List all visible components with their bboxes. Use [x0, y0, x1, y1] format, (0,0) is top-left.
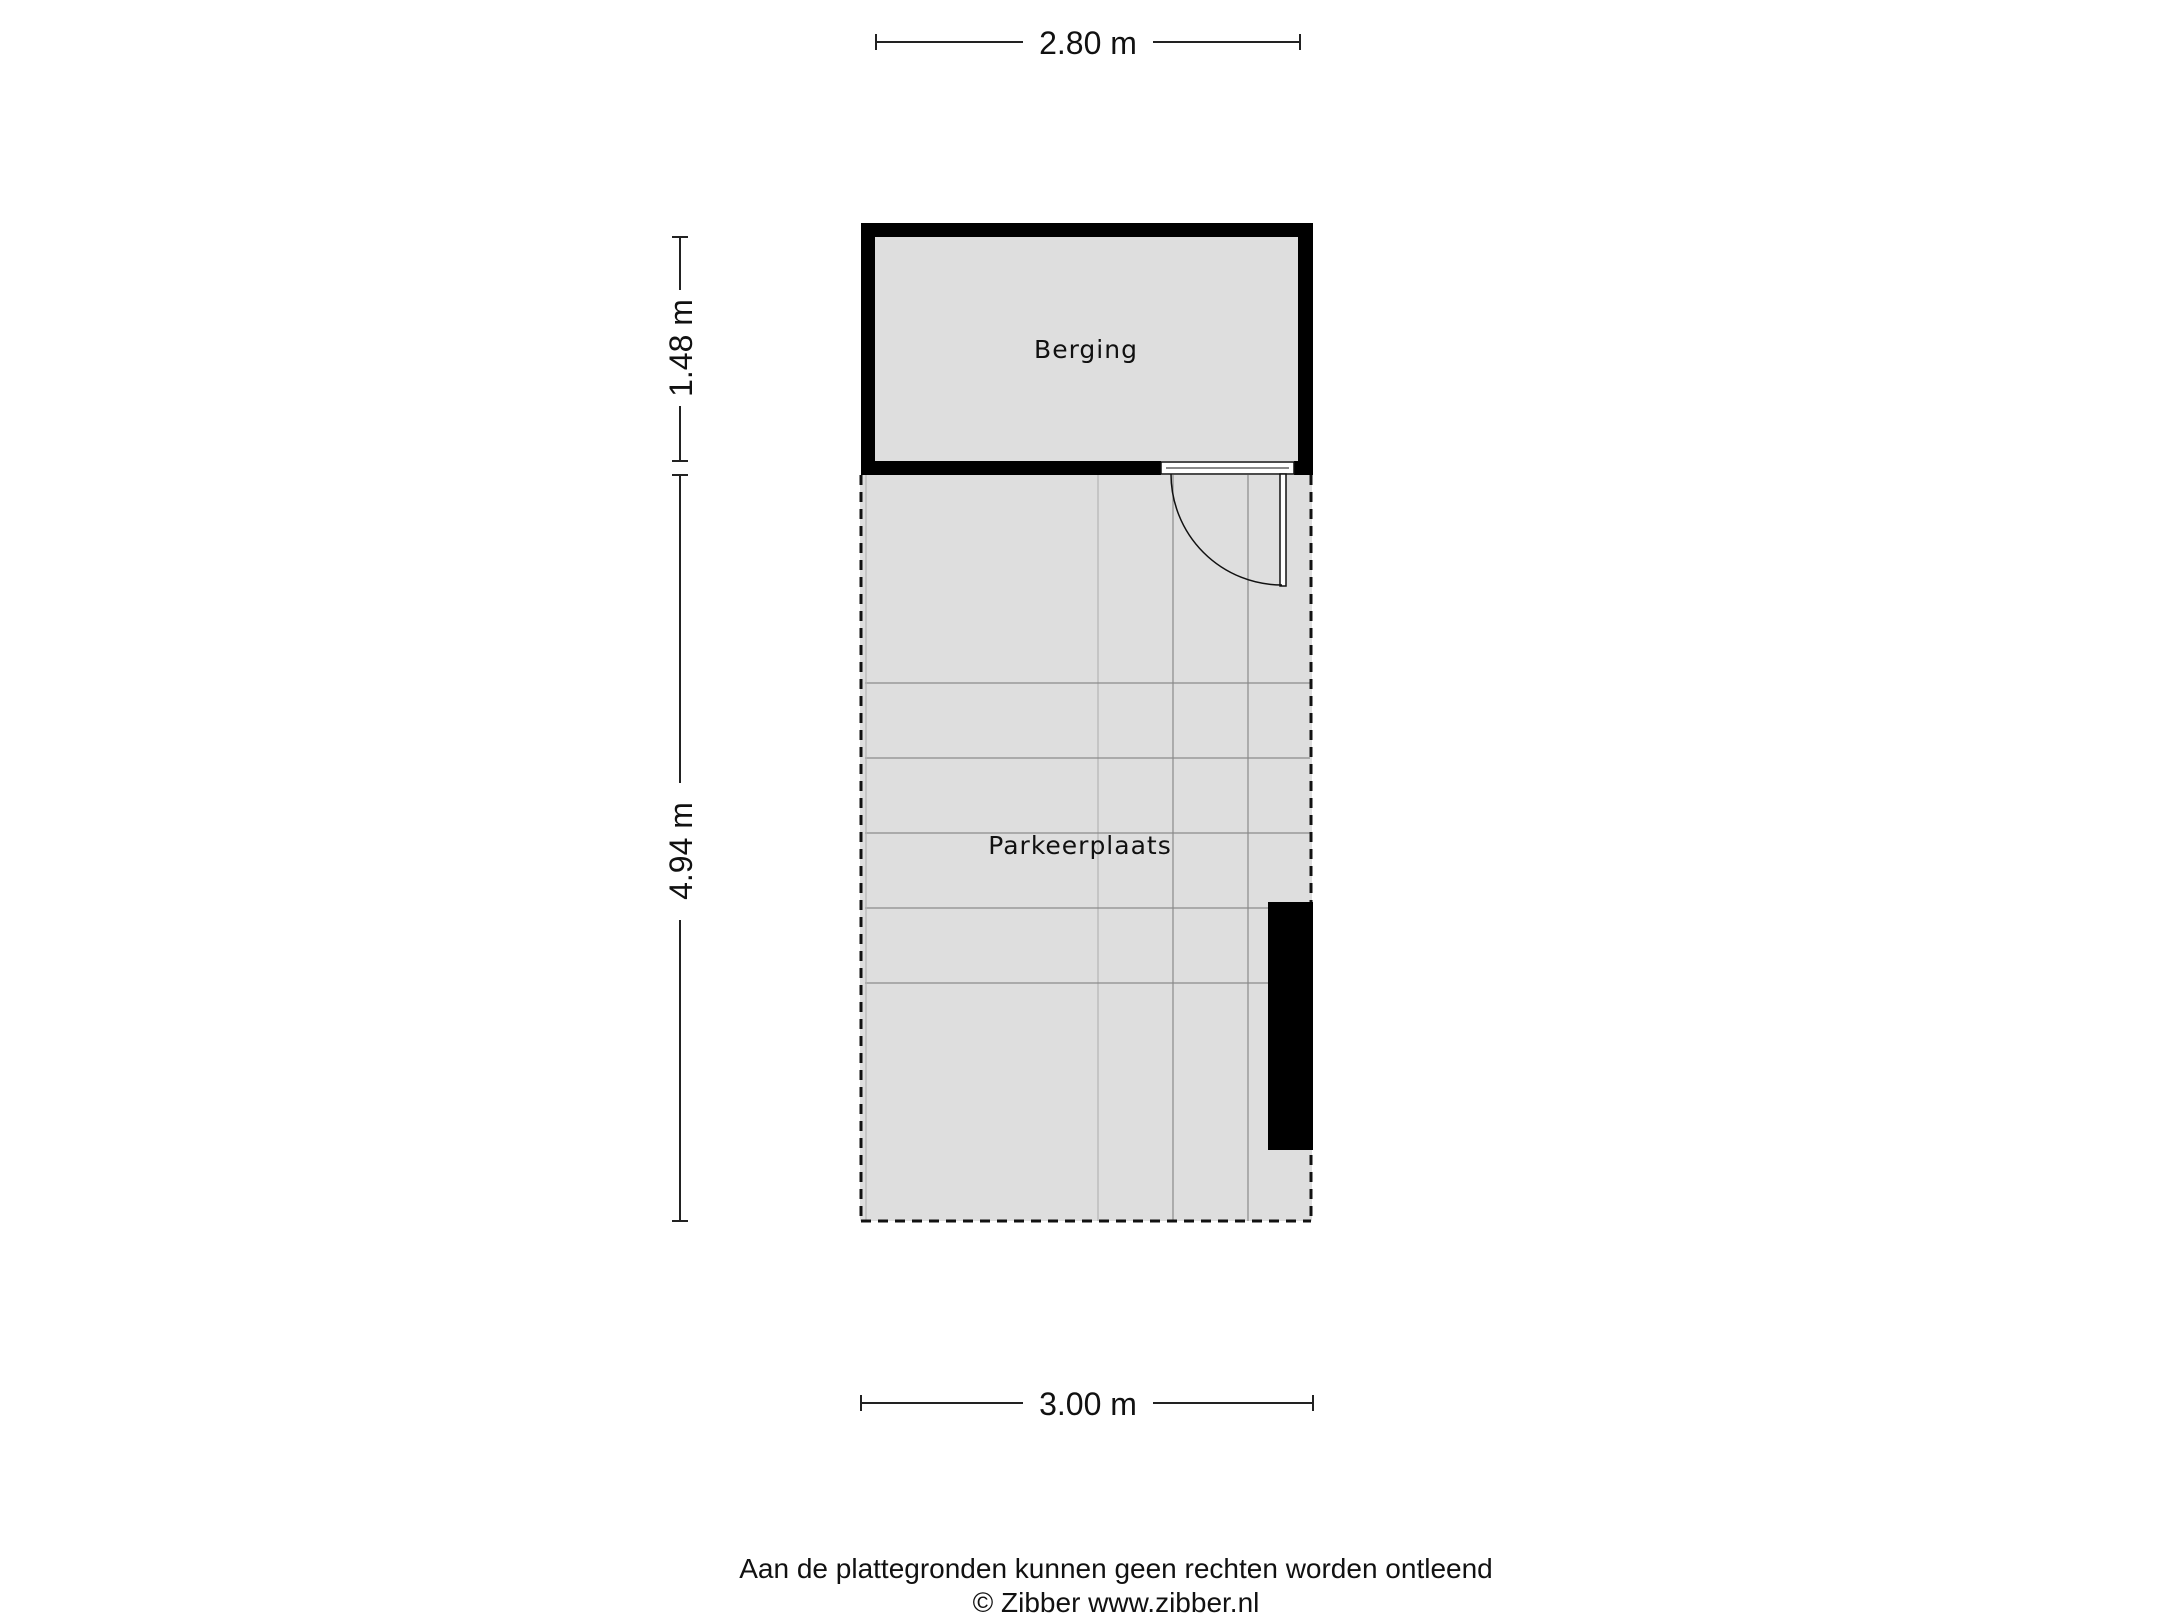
dimension-bottom-label: 3.00 m — [1039, 1386, 1137, 1422]
dimension-top-label: 2.80 m — [1039, 25, 1137, 61]
dimension-left-lower-label: 4.94 m — [663, 802, 699, 900]
wall-block — [1268, 902, 1313, 1150]
room-label-parking: Parkeerplaats — [988, 831, 1172, 860]
footer-copyright: © Zibber www.zibber.nl — [972, 1587, 1260, 1618]
dimension-left-upper-label: 1.48 m — [663, 299, 699, 397]
footer-disclaimer: Aan de plattegronden kunnen geen rechten worden ontleend — [739, 1553, 1493, 1584]
room-label-storage: Berging — [1034, 335, 1138, 364]
